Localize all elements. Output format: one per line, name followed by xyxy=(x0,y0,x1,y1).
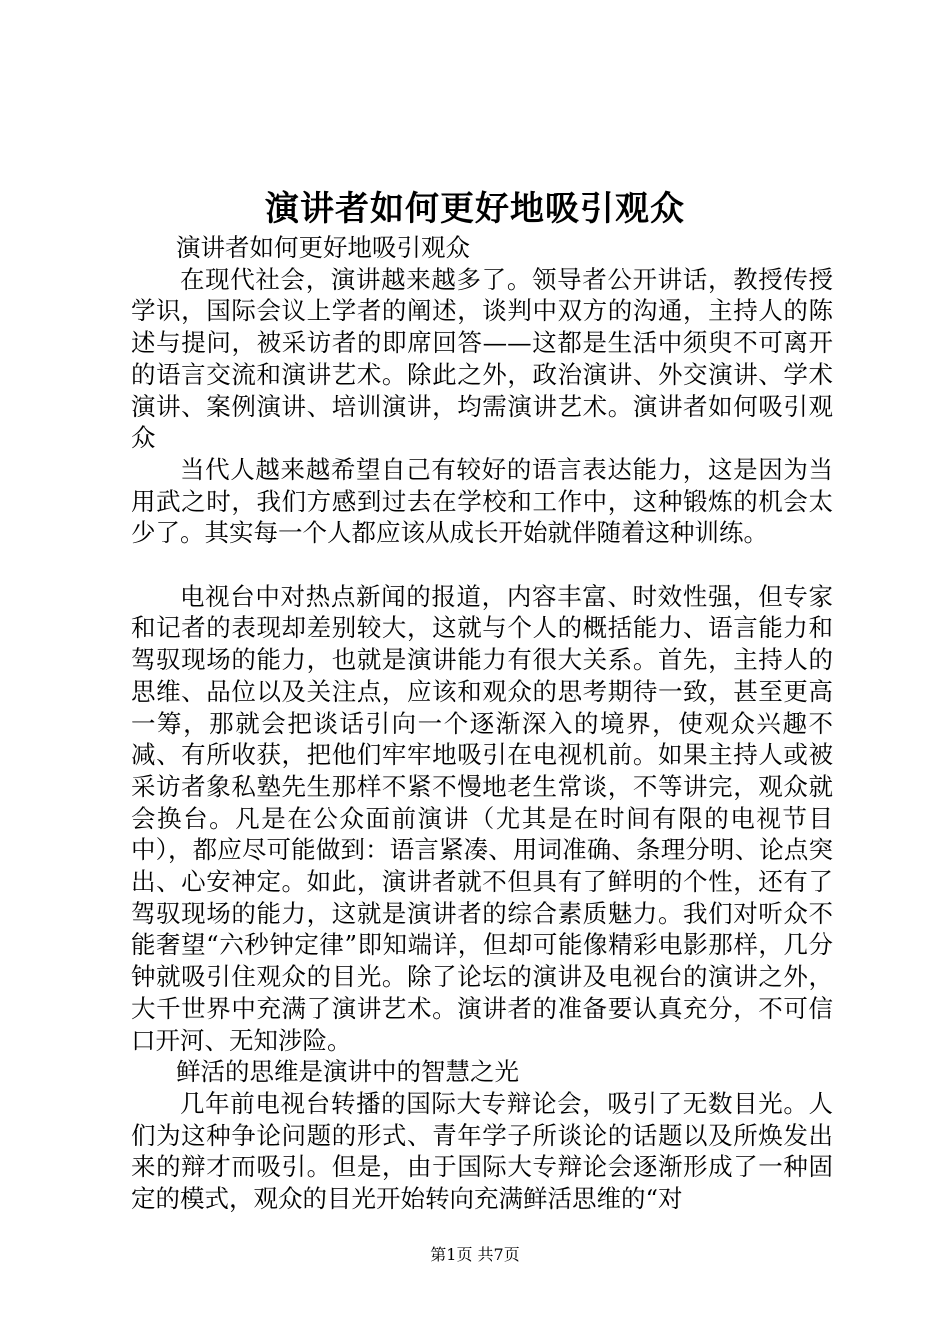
paragraph: 电视台中对热点新闻的报道，内容丰富、时效性强，但专家和记者的表现却差别较大，这就与个人的概括能力、语言能力和驾驭现场的能力，也就是演讲能力有很大关系。首先，主持人的思维、品位以及关注点，应该和观众的思考期待一致，甚至更高一筹，那就会把谈话引向一个逐渐深入的境界，使观众兴趣不减、有所收获，把他们牢牢地吸引在电视机前。如果主持人或被采访者象私塾先生那样不紧不慢地老生常谈，不等讲完，观众就会换台。凡是在公众面前演讲（尤其是在时间有限的电视节目中），都应尽可能做到：语言紧凑、用词准确、条理分明、论点突出、心安神定。如此，演讲者就不但具有了鲜明的个性，还有了驾驭现场的能力，这就是演讲者的综合素质魅力。我们对听众不能奢望“六秒钟定律”即知端详，但却可能像精彩电影那样，几分钟就吸引住观众的目光。除了论坛的演讲及电视台的演讲之外，大千世界中充满了演讲艺术。演讲者的准备要认真充分，不可信口开河、无知涉险。 xyxy=(131,581,833,1055)
paragraph: 几年前电视台转播的国际大专辩论会，吸引了无数目光。人们为这种争论问题的形式、青年学子所谈论的话题以及所焕发出来的辩才而吸引。但是，由于国际大专辩论会逐渐形成了一种固定的模式，观众的目光开始转向充满鲜活思维的“对 xyxy=(131,1088,833,1214)
section-heading: 鲜活的思维是演讲中的智慧之光 xyxy=(176,1057,519,1087)
paragraph: 在现代社会，演讲越来越多了。领导者公开讲话，教授传授学识，国际会议上学者的阐述，谈判中双方的沟通，主持人的陈述与提问，被采访者的即席回答——这都是生活中须臾不可离开的语言交流和演讲艺术。除此之外，政治演讲、外交演讲、学术演讲、案例演讲、培训演讲，均需演讲艺术。演讲者如何吸引观众 xyxy=(131,264,833,453)
document-title: 演讲者如何更好地吸引观众 xyxy=(265,189,685,229)
paragraph: 当代人越来越希望自己有较好的语言表达能力，这是因为当用武之时，我们方感到过去在学校和工作中，这种锻炼的机会太少了。其实每一个人都应该从成长开始就伴随着这种训练。 xyxy=(131,454,833,548)
blank-line xyxy=(131,549,833,581)
page-number-footer: 第1页 共7页 xyxy=(430,1245,520,1264)
document-subtitle: 演讲者如何更好地吸引观众 xyxy=(176,233,470,262)
document-body xyxy=(131,232,833,1215)
